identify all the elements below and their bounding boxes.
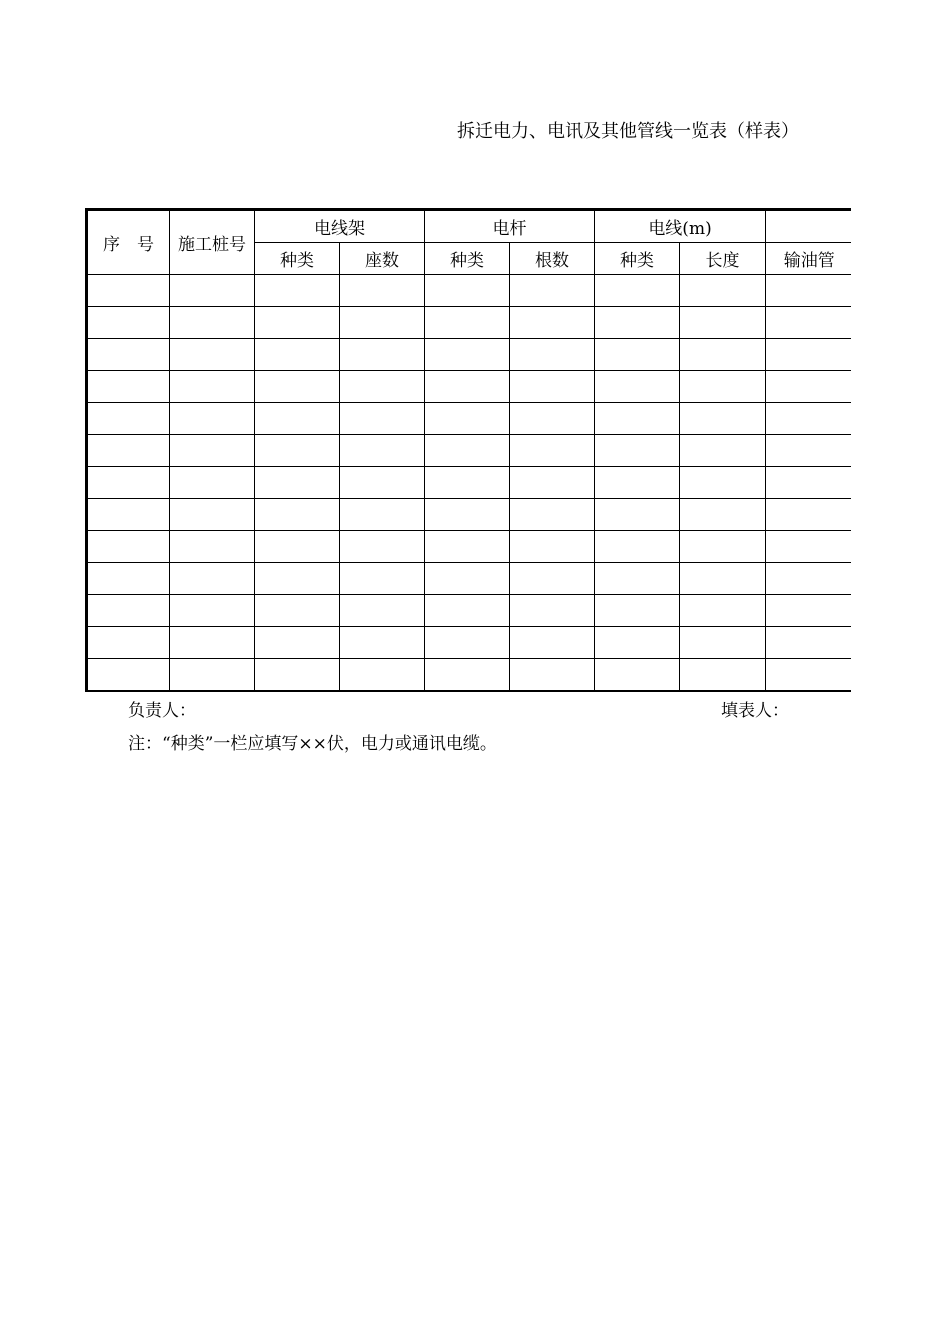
- table-cell: [766, 403, 851, 435]
- table-row: [87, 531, 852, 563]
- table-cell: [680, 467, 766, 499]
- table-cell: [255, 403, 340, 435]
- table-cell: [510, 467, 595, 499]
- table-cell: [510, 371, 595, 403]
- table-row: [87, 467, 852, 499]
- table-note: 注：“种类”一栏应填写××伏，电力或通讯电缆。: [128, 734, 497, 754]
- table-cell: [87, 371, 170, 403]
- table-cell: [425, 435, 510, 467]
- table-cell: [340, 371, 425, 403]
- page-title: 拆迁电力、电讯及其他管线一览表（样表）: [457, 121, 799, 142]
- table-cell: [255, 627, 340, 659]
- table-body: [87, 275, 852, 692]
- table-cell: [255, 435, 340, 467]
- table-cell: [510, 659, 595, 692]
- table-cell: [595, 563, 680, 595]
- table-cell: [425, 659, 510, 692]
- table-cell: [766, 627, 851, 659]
- header-wire: 电线(m): [595, 210, 766, 243]
- table-cell: [340, 627, 425, 659]
- header-extra: [766, 210, 851, 243]
- table-cell: [87, 435, 170, 467]
- table-cell: [766, 563, 851, 595]
- table-cell: [87, 659, 170, 692]
- table-cell: [87, 403, 170, 435]
- table-cell: [87, 563, 170, 595]
- table-cell: [340, 595, 425, 627]
- table-cell: [766, 531, 851, 563]
- table-cell: [87, 595, 170, 627]
- pipeline-table: [85, 208, 851, 692]
- table-cell: [510, 499, 595, 531]
- table-cell: [255, 659, 340, 692]
- table-cell: [595, 531, 680, 563]
- table-row: [87, 275, 852, 307]
- table-cell: [255, 499, 340, 531]
- filler-label: 填表人：: [721, 701, 789, 721]
- table-cell: [255, 531, 340, 563]
- table-cell: [680, 627, 766, 659]
- header-wire-length: 长度: [680, 243, 766, 275]
- table-cell: [595, 499, 680, 531]
- table-cell: [595, 339, 680, 371]
- header-wire-rack: 电线架: [255, 210, 425, 243]
- table-cell: [766, 339, 851, 371]
- table-cell: [680, 275, 766, 307]
- table-cell: [255, 307, 340, 339]
- table-cell: [680, 371, 766, 403]
- table-cell: [680, 499, 766, 531]
- table-cell: [510, 339, 595, 371]
- table-cell: [510, 435, 595, 467]
- table-cell: [340, 467, 425, 499]
- table-cell: [766, 499, 851, 531]
- table-cell: [170, 339, 255, 371]
- table-cell: [340, 563, 425, 595]
- table-row: [87, 435, 852, 467]
- table-row: [87, 403, 852, 435]
- table-cell: [87, 307, 170, 339]
- table-cell: [680, 595, 766, 627]
- table-cell: [425, 499, 510, 531]
- table-cell: [510, 627, 595, 659]
- table-cell: [766, 659, 851, 692]
- table-cell: [425, 275, 510, 307]
- table-cell: [340, 275, 425, 307]
- table-cell: [425, 339, 510, 371]
- table-cell: [87, 499, 170, 531]
- table-cell: [425, 467, 510, 499]
- table-cell: [170, 531, 255, 563]
- table-cell: [255, 275, 340, 307]
- table-cell: [766, 435, 851, 467]
- table-cell: [340, 659, 425, 692]
- header-wire-type: 种类: [595, 243, 680, 275]
- table-cell: [340, 531, 425, 563]
- table-row: [87, 371, 852, 403]
- table-cell: [510, 403, 595, 435]
- table-cell: [425, 563, 510, 595]
- table-cell: [87, 531, 170, 563]
- table-cell: [170, 435, 255, 467]
- table-cell: [595, 467, 680, 499]
- table-cell: [510, 563, 595, 595]
- table-cell: [170, 659, 255, 692]
- table-cell: [595, 307, 680, 339]
- table-cell: [510, 275, 595, 307]
- table-cell: [255, 371, 340, 403]
- table-cell: [340, 499, 425, 531]
- header-row-1: [87, 210, 852, 243]
- table-cell: [680, 307, 766, 339]
- table-cell: [680, 531, 766, 563]
- table-cell: [170, 467, 255, 499]
- table-cell: [170, 627, 255, 659]
- header-stake: 施工桩号: [170, 210, 255, 275]
- header-oil-pipe: 输油管: [766, 243, 851, 275]
- header-pole: 电杆: [425, 210, 595, 243]
- table-cell: [255, 563, 340, 595]
- table-cell: [425, 403, 510, 435]
- table-row: [87, 307, 852, 339]
- table-row: [87, 659, 852, 692]
- header-pole-count: 根数: [510, 243, 595, 275]
- table-cell: [595, 435, 680, 467]
- table-cell: [766, 467, 851, 499]
- table-cell: [255, 339, 340, 371]
- table-cell: [425, 627, 510, 659]
- header-pole-type: 种类: [425, 243, 510, 275]
- table-cell: [595, 627, 680, 659]
- table-cell: [595, 595, 680, 627]
- table-cell: [340, 435, 425, 467]
- table-cell: [766, 371, 851, 403]
- table-cell: [87, 339, 170, 371]
- table-cell: [340, 403, 425, 435]
- table-cell: [87, 467, 170, 499]
- table-cell: [170, 307, 255, 339]
- table-cell: [170, 371, 255, 403]
- header-wire-rack-count: 座数: [340, 243, 425, 275]
- table-cell: [170, 275, 255, 307]
- table-cell: [680, 659, 766, 692]
- table-cell: [595, 403, 680, 435]
- table-cell: [680, 435, 766, 467]
- table-cell: [425, 371, 510, 403]
- table-cell: [255, 467, 340, 499]
- table-cell: [87, 275, 170, 307]
- table-row: [87, 595, 852, 627]
- table-cell: [425, 307, 510, 339]
- table-cell: [425, 595, 510, 627]
- table-row: [87, 627, 852, 659]
- table-cell: [170, 499, 255, 531]
- table-cell: [595, 275, 680, 307]
- table-cell: [170, 403, 255, 435]
- table-cell: [340, 339, 425, 371]
- table-cell: [595, 371, 680, 403]
- table-cell: [766, 595, 851, 627]
- table-cell: [255, 595, 340, 627]
- header-seq: 序 号: [87, 210, 170, 275]
- table-cell: [680, 339, 766, 371]
- table-cell: [595, 659, 680, 692]
- table-cell: [680, 563, 766, 595]
- table-row: [87, 563, 852, 595]
- table-cell: [425, 531, 510, 563]
- header-wire-rack-type: 种类: [255, 243, 340, 275]
- table-cell: [510, 595, 595, 627]
- table-row: [87, 339, 852, 371]
- table-cell: [170, 563, 255, 595]
- table-cell: [340, 307, 425, 339]
- table-cell: [510, 307, 595, 339]
- table-cell: [87, 627, 170, 659]
- table-cell: [766, 307, 851, 339]
- table-cell: [680, 403, 766, 435]
- pipeline-table-container: [85, 208, 851, 692]
- table-cell: [766, 275, 851, 307]
- table-cell: [510, 531, 595, 563]
- responsible-label: 负责人：: [128, 701, 196, 721]
- table-row: [87, 499, 852, 531]
- table-cell: [170, 595, 255, 627]
